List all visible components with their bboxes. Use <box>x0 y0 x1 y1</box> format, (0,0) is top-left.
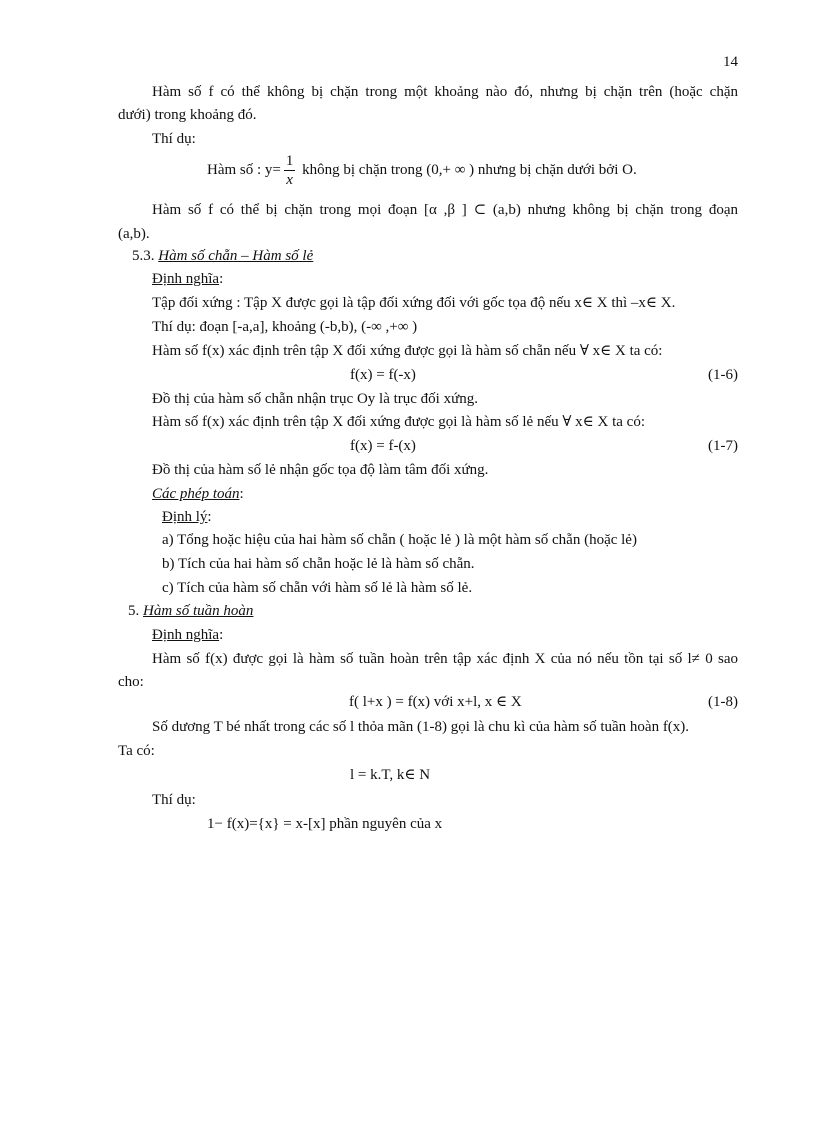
section-heading-5-3 <box>132 247 313 265</box>
example-function-suffix: không bị chặn trong (0,+ ∞ ) nhưng bị chặn dưới bởi O. <box>298 162 637 178</box>
equation-number-1-7: (1-7) <box>708 438 738 454</box>
definition-label: Định nghĩa <box>152 627 220 643</box>
periodic-definition-line1: Hàm số f(x) được gọi là hàm số tuần hoàn trên tập xác định X của nó nếu tồn tại số l≠ 0 sao <box>152 651 738 667</box>
section-number: 5. <box>128 603 143 619</box>
paragraph-bounded-segment-line1: Hàm số f có thể bị chặn trong mọi đoạn [α ,β ] ⊂ (a,b) nhưng không bị chặn trong đoạn <box>152 202 738 218</box>
operations-heading: Các phép toán: <box>152 486 244 502</box>
paragraph-bounded-segment-line2: (a,b). <box>118 226 150 242</box>
periodic-equation: f( l+x ) = f(x) với x+l, x ∈ X <box>349 694 522 710</box>
even-function-equation: f(x) = f(-x) <box>350 367 416 383</box>
fraction-numerator: 1 <box>285 152 294 169</box>
equation-number-1-6: (1-6) <box>708 367 738 383</box>
odd-function-graph: Đồ thị của hàm số lẻ nhận gốc tọa độ làm tâm đối xứng. <box>152 462 489 478</box>
example-function-prefix: Hàm số : y= <box>207 162 281 178</box>
even-function-graph: Đồ thị của hàm số chẵn nhận trục Oy là trục đối xứng. <box>152 391 478 407</box>
section-title: Hàm số tuần hoàn <box>143 603 254 619</box>
odd-function-definition: Hàm số f(x) xác định trên tập X đối xứng được gọi là hàm số lẻ nếu ∀ x∈ X ta có: <box>152 414 645 430</box>
periodic-definition-line2: cho: <box>118 674 144 690</box>
definition-heading-2: Định nghĩa: <box>152 627 224 643</box>
equation-number-1-8: (1-8) <box>708 694 738 710</box>
example-label: Thí dụ: <box>152 131 196 147</box>
fraction-denominator: x <box>286 171 293 188</box>
fraction-one-over-x <box>284 153 296 189</box>
odd-function-equation: f(x) = f-(x) <box>350 438 416 454</box>
section-heading-5 <box>128 602 253 620</box>
section-number: 5.3. <box>132 248 159 264</box>
period-definition-line2: Ta có: <box>118 743 155 759</box>
paragraph-unbounded-line1: Hàm số f có thể không bị chặn trong một khoảng nào đó, nhưng bị chặn trên (hoặc chặn <box>152 84 738 100</box>
theorem-item-c: c) Tích của hàm số chẵn với hàm số lẻ là hàm số lẻ. <box>162 580 473 596</box>
symmetric-set-definition: Tập đối xứng : Tập X được gọi là tập đối xứng đối với gốc tọa độ nếu x∈ X thì –x∈ X. <box>152 295 676 311</box>
page-number: 14 <box>723 54 738 70</box>
definition-label: Định nghĩa <box>152 271 220 287</box>
even-function-definition: Hàm số f(x) xác định trên tập X đối xứng được gọi là hàm số chẵn nếu ∀ x∈ X ta có: <box>152 343 663 359</box>
symmetric-set-example: Thí dụ: đoạn [-a,a], khoảng (-b,b), (-∞ ,+∞ ) <box>152 319 418 335</box>
theorem-heading: Định lý: <box>162 509 212 525</box>
paragraph-unbounded-line2: dưới) trong khoảng đó. <box>118 107 257 123</box>
section-title: Hàm số chẵn – Hàm số lẻ <box>158 248 314 264</box>
example-function-line <box>207 152 637 189</box>
example-label-2: Thí dụ: <box>152 792 196 808</box>
theorem-item-b: b) Tích của hai hàm số chẵn hoặc lẻ là hàm số chẵn. <box>162 556 475 572</box>
operations-label: Các phép toán <box>152 486 240 502</box>
period-equation: l = k.T, k∈ N <box>350 767 431 783</box>
period-definition-line1: Số dương T bé nhất trong các số l thỏa mãn (1-8) gọi là chu kì của hàm số tuần hoàn f(x). <box>152 719 690 735</box>
theorem-label: Định lý <box>162 509 208 525</box>
theorem-item-a: a) Tổng hoặc hiệu của hai hàm số chẵn ( hoặc lẻ ) là một hàm số chẵn (hoặc lẻ) <box>162 532 637 548</box>
example-item-1: 1− f(x)={x} = x-[x] phần nguyên của x <box>207 816 443 832</box>
definition-heading-1: Định nghĩa: <box>152 271 224 287</box>
